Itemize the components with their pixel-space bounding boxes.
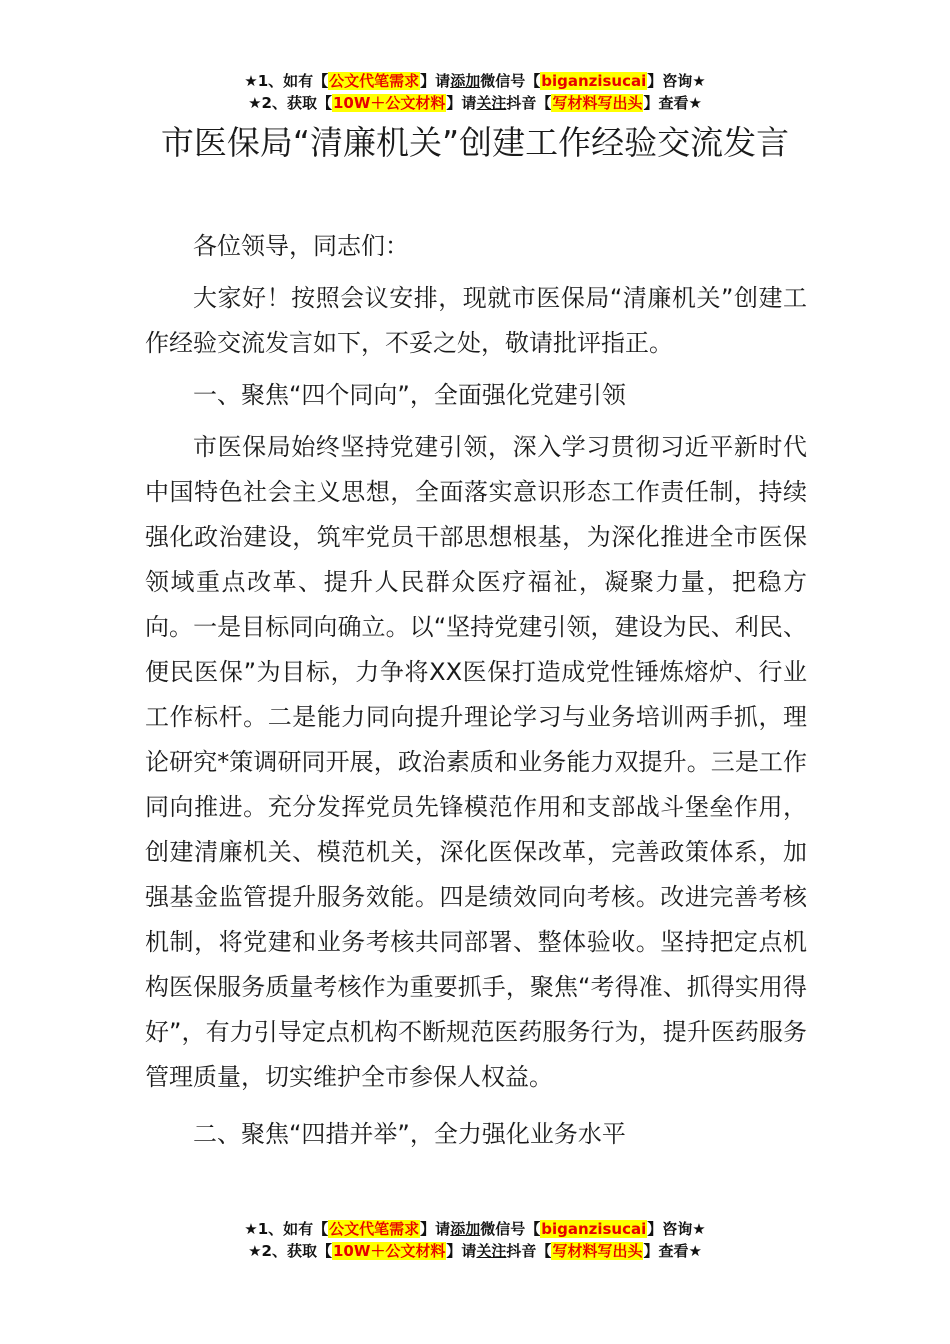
promo-line-1: ★1、如有【公文代笔需求】请添加微信号【biganzisucai】咨询★	[244, 1220, 706, 1238]
promo-line-1: ★1、如有【公文代笔需求】请添加微信号【biganzisucai】咨询★	[244, 72, 706, 90]
highlight-service: 公文代笔需求	[329, 1220, 420, 1238]
section-heading-1: 一、聚焦“四个同向”，全面强化党建引领	[193, 381, 626, 409]
section-heading-2: 二、聚焦“四措并举”，全力强化业务水平	[193, 1120, 626, 1148]
promo-line-2: ★2、获取【10W＋公文材料】请关注抖音【写材料写出头】查看★	[248, 1242, 702, 1260]
document-title: 市医保局“清廉机关”创建工作经验交流发言	[160, 123, 790, 162]
salutation: 各位领导，同志们：	[193, 232, 409, 260]
highlight-wechat-id: biganzisucai	[541, 1220, 647, 1238]
highlight-wechat-id: biganzisucai	[541, 72, 647, 90]
section-paragraph-1: 市医保局始终坚持党建引领，深入学习贯彻习近平新时代中国特色社会主义思想，全面落实意识形态工作责任制，持续强化政治建设，筑牢党员干部思想根基，为深化推进全市医保领域重点改革、提升人民群众医疗福祉，凝聚力量，把稳方向。一是目标同向确立。以“坚持党建引领，建设为民、利民、便民医保”为目标，力争将XX医保打造成党性锤炼熔炉、行业工作标杆。二是能力同向提升理论学习与业务培训两手抓，理论研究*策调研同开展，政治素质和业务能力双提升。三是工作同向推进。充分发挥党员先锋模范作用和支部战斗堡垒作用，创建清廉机关、模范机关，深化医保改革，完善政策体系，加强基金监管提升服务效能。四是绩效同向考核。改进完善考核机制，将党建和业务考核共同部署、整体验收。坚持把定点机构医保服务质量考核作为重要抓手，聚焦“考得准、抓得实用得好”，有力引导定点机构不断规范医药服务行为，提升医药服务管理质量，切实维护全市参保人权益。	[145, 433, 807, 1091]
highlight-douyin: 写材料写出头	[552, 94, 643, 112]
document-body	[145, 224, 807, 1157]
promo-line-2: ★2、获取【10W＋公文材料】请关注抖音【写材料写出头】查看★	[248, 94, 702, 112]
highlight-service: 公文代笔需求	[329, 72, 420, 90]
highlight-materials: 10W＋公文材料	[332, 1242, 446, 1260]
highlight-materials: 10W＋公文材料	[332, 94, 446, 112]
highlight-douyin: 写材料写出头	[552, 1242, 643, 1260]
promo-banner-bottom	[0, 1218, 950, 1262]
promo-banner-top	[0, 70, 950, 114]
intro-paragraph: 大家好！按照会议安排，现就市医保局“清廉机关”创建工作经验交流发言如下，不妥之处，敬请批评指正。	[145, 284, 807, 357]
